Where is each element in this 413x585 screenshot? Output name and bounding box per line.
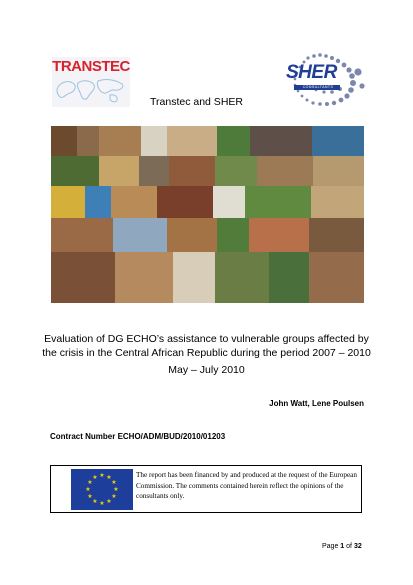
svg-text:★: ★ — [111, 480, 117, 486]
sher-tagline: CONSULTANTS — [302, 85, 334, 89]
report-period: May – July 2010 — [168, 364, 245, 376]
sher-logo — [278, 50, 366, 108]
svg-text:★: ★ — [99, 501, 105, 507]
transtec-logo — [52, 57, 130, 107]
transtec-wordmark: TRANSTEC — [52, 58, 130, 75]
svg-text:★: ★ — [106, 499, 112, 505]
disclaimer-text: The report has been financed by and produced at the request of the European Commission. The comments contained herein reflect the opinions of the consultants only. — [136, 471, 357, 500]
report-title: Evaluation of DG ECHO’s assistance to vulnerable groups affected by the crisis in the Central African Republic during the period 2007 – 2010 — [42, 333, 371, 359]
organisations-heading: Transtec and SHER — [150, 96, 243, 108]
svg-text:★: ★ — [87, 494, 93, 500]
page-separator: of — [344, 543, 354, 550]
photo-collage — [51, 126, 364, 303]
sher-wordmark: SHER — [286, 62, 337, 83]
disclaimer-box — [50, 465, 362, 513]
svg-text:★: ★ — [106, 475, 112, 481]
eu-flag-icon — [71, 469, 133, 510]
svg-text:★: ★ — [111, 494, 117, 500]
svg-text:★: ★ — [87, 480, 93, 486]
world-map-icon — [54, 75, 128, 105]
page-current: 1 — [340, 543, 345, 550]
contract-number: Contract Number ECHO/ADM/BUD/2010/01203 — [50, 432, 226, 441]
svg-text:★: ★ — [113, 487, 119, 493]
page-number — [322, 543, 362, 550]
page-prefix: Page — [322, 543, 341, 550]
svg-text:★: ★ — [85, 487, 91, 493]
svg-text:★: ★ — [99, 473, 105, 479]
svg-text:★: ★ — [92, 475, 98, 481]
page-total: 32 — [353, 543, 362, 550]
svg-text:★: ★ — [92, 499, 98, 505]
report-authors: John Watt, Lene Poulsen — [269, 399, 364, 408]
